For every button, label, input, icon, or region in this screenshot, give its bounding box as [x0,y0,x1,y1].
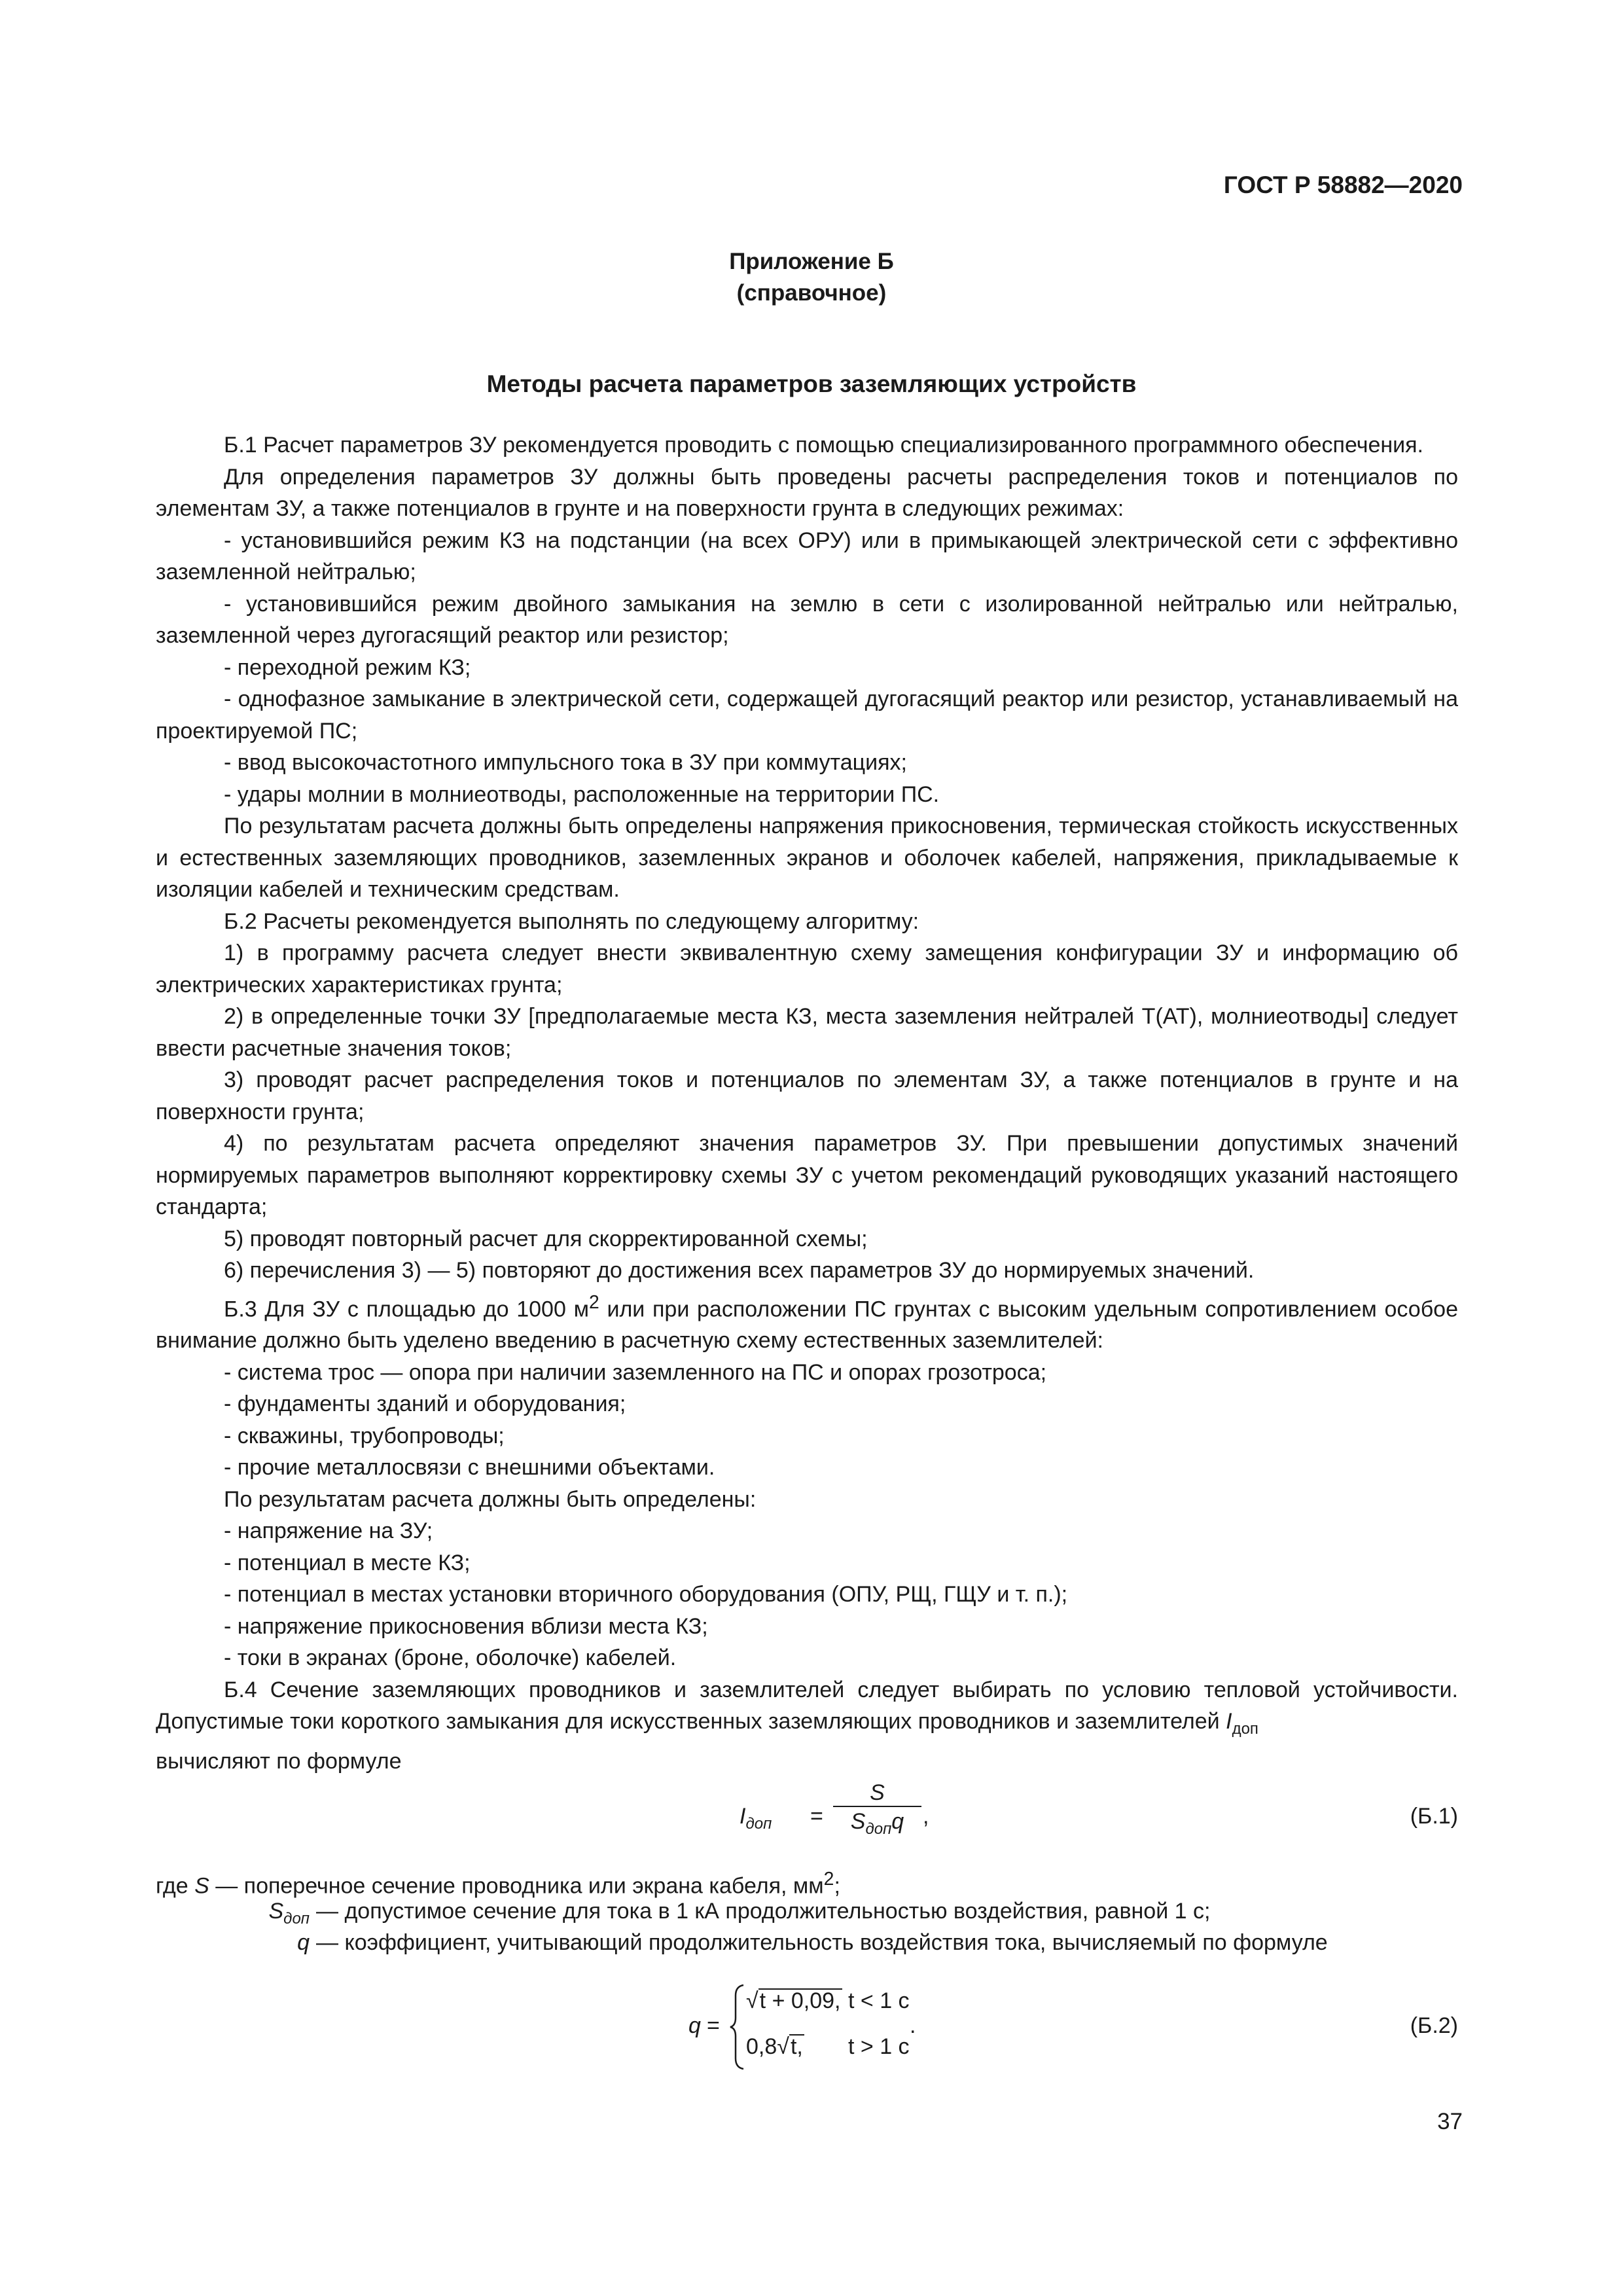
list-item: - ввод высокочастотного импульсного тока в ЗУ при коммутациях; [224,750,907,775]
annex-title: Приложение Б [729,249,894,274]
list-item: 6) перечисления 3) — 5) повторяют до достижения всех параметров ЗУ до нормируемых значений. [224,1258,1255,1283]
list-item: - однофазное замыкание в электрической сети, содержащей дугогасящий реактор или резистор, устанавливаемый на проектируемой ПС; [156,687,1458,744]
sqrt-sign: √ [777,2034,789,2059]
formula-lhs: $I_{доп}$ [740,1804,772,1833]
annex-kind: (справочное) [736,280,887,306]
list-item: - потенциал в месте КЗ; [224,1550,471,1575]
sqrt-sign: √ [746,1988,758,2013]
list-item: 4) по результатам расчета определяют значения параметров ЗУ. При превышении допустимых значений нормируемых параметров выполняют корректировку схемы ЗУ с учетом рекомендаций руководящих указаний настоящего стандарта; [156,1131,1458,1219]
fraction-denominator: $S_{доп}q$ [850,1809,904,1838]
paragraph-b3: Б.3 Для ЗУ с площадью до 1000 $м^2$ или при расположении ПС грунтах с высоким удельным сопротивлением особое внимание должно быть уделено введению в расчетную схему естественных заземлителей: [156,1291,1458,1354]
formula-lhs: q [688,2013,701,2038]
formula-number: (Б.2) [1410,2013,1458,2038]
case-1-expression: √t + 0,09, [746,1988,841,2013]
paragraph-b1: Б.1 Расчет параметров ЗУ рекомендуется проводить с помощью специализированного программного обеспечения. [224,433,1423,457]
formula-b2 [156,1976,1458,2081]
paragraph: Для определения параметров ЗУ должны быть проведены расчеты распределения токов и потенциалов по элементам ЗУ, а также потенциалов в грунте и на поверхности грунта в следующих режимах: [156,464,1458,521]
formula-b1 [156,1777,1458,1858]
list-item: - скважины, трубопроводы; [224,1423,505,1448]
formula-comma: , [923,1804,929,1829]
list-item: - прочие металлосвязи с внешними объектами. [224,1455,715,1480]
list-item: - удары молнии в молниеотводы, расположенные на территории ПС. [224,781,940,807]
paragraph: По результатам расчета должны быть определены напряжения прикосновения, термическая стойкость искусственных и естественных заземляющих проводников, заземленных экранов и оболочек кабелей, напряжения, прикладываемые к изоляции кабелей и техническим средствам. [156,814,1458,902]
list-item: 5) проводят повторный расчет для скорректированной схемы; [224,1226,868,1251]
page-number: 37 [1437,2109,1463,2134]
equals-sign: = [707,2013,720,2038]
formula-number: (Б.1) [1410,1804,1458,1829]
where-item: q — коэффициент, учитывающий продолжительность воздействия тока, вычисляемый по формуле [297,1930,1328,1956]
list-item: - установившийся режим КЗ на подстанции (на всех ОРУ) или в примыкающей электрической сети с эффективно заземленной нейтралью; [156,528,1458,584]
list-item: - переходной режим КЗ; [224,655,471,680]
where-item: $S_{доп}$ — допустимое сечение для тока в 1 кА продолжительностью воздействия, равной 1 с; [268,1898,1211,1928]
paragraph-b4: Б.4 Сечение заземляющих проводников и заземлителей следует выбирать по условию тепловой устойчивости. Допустимые токи короткого замыкания для искусственных заземляющих проводников и заземлителей $I_{доп}$ вычисляют по формуле [156,1677,1458,1774]
section-title: Методы расчета параметров заземляющих устройств [486,370,1137,397]
body-text [156,429,1458,2081]
list-item: - напряжение прикосновения вблизи места КЗ; [224,1613,708,1639]
where-block [156,1863,1458,1959]
case-2-condition: t > 1 с [848,2034,910,2059]
list-item: 1) в программу расчета следует внести эквивалентную схему замещения конфигурации ЗУ и информацию об электрических характеристиках грунта; [156,941,1458,997]
formula-period: . [910,2013,916,2038]
paragraph: По результатам расчета должны быть определены: [224,1486,757,1512]
where-item: где S — поперечное сечение проводника или экрана кабеля, $мм^2$; [156,1869,840,1899]
list-item: - токи в экранах (броне, оболочке) кабелей. [224,1645,677,1671]
standard-designation: ГОСТ Р 58882—2020 [1223,171,1463,198]
curly-brace [729,1984,746,2070]
paragraph-b2: Б.2 Расчеты рекомендуется выполнять по следующему алгоритму: [224,908,919,934]
list-item: - потенциал в местах установки вторичного оборудования (ОПУ, РЩ, ГЩУ и т. п.); [224,1582,1068,1607]
fraction [833,1780,921,1844]
list-item: 3) проводят расчет распределения токов и потенциалов по элементам ЗУ, а также потенциалов в грунте и на поверхности грунта; [156,1067,1458,1124]
list-item: 2) в определенные точки ЗУ [предполагаемые места КЗ, места заземления нейтралей Т(АТ), молниеотводы] следует ввести расчетные значения токов; [156,1004,1458,1061]
list-item: - напряжение на ЗУ; [224,1518,433,1544]
equals-sign: = [810,1804,823,1829]
list-item: - установившийся режим двойного замыкания на землю в сети с изолированной нейтралью или нейтралью, заземленной через дугогасящий реактор или резистор; [156,591,1458,648]
list-item: - фундаменты зданий и оборудования; [224,1391,626,1417]
case-2-expression: 0,8√t, [746,2034,803,2059]
case-1-condition: t < 1 с [848,1988,910,2013]
fraction-numerator: S [870,1780,885,1806]
list-item: - система трос — опора при наличии заземленного на ПС и опорах грозотроса; [224,1359,1047,1385]
